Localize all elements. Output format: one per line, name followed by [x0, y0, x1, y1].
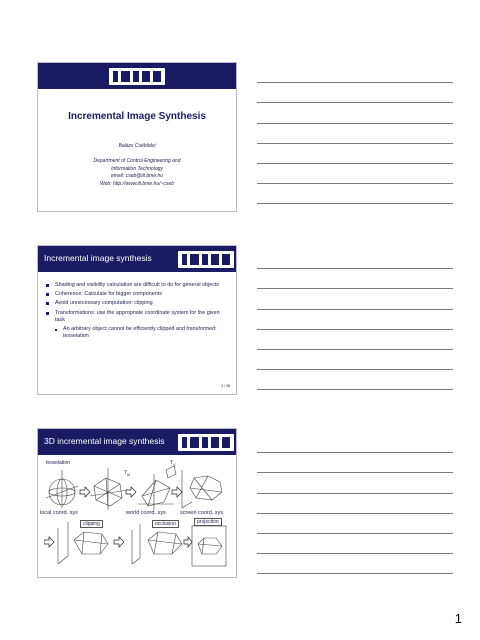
web-line: Web: http://www.iit.bme.hu/~cseb	[100, 180, 174, 187]
slide-2-thumbnail	[37, 245, 237, 395]
note-line	[257, 82, 453, 83]
email-line: email: cseb@iit.bme.hu	[110, 173, 164, 179]
world-coord-label: world coord. sys	[126, 510, 166, 516]
arrow-icon	[172, 487, 182, 497]
university-logo	[109, 68, 165, 85]
university-logo	[178, 251, 234, 268]
bullet-item: Avoid unnecessary computation: clipping	[46, 300, 226, 307]
arrow-icon	[80, 487, 90, 497]
screen-view	[182, 470, 222, 508]
slide-header-bar	[38, 429, 236, 455]
projection-view	[192, 526, 226, 566]
slide-header-bar	[38, 63, 236, 89]
note-line	[257, 288, 453, 289]
note-line	[257, 553, 453, 554]
slide-number: 2 / 38	[221, 384, 230, 388]
note-line	[257, 533, 453, 534]
note-line	[257, 349, 453, 350]
note-line	[257, 143, 453, 144]
note-line	[257, 329, 453, 330]
tesselation-label: tesselation	[46, 460, 70, 466]
arrow-icon	[184, 537, 192, 547]
arrow-icon	[114, 537, 124, 547]
author-name: Balázs Csébfalvi	[118, 143, 156, 149]
note-line	[257, 123, 453, 124]
bullet-icon	[46, 284, 49, 287]
slide-title: Incremental image synthesis	[44, 253, 152, 263]
note-line	[257, 452, 453, 453]
arrow-icon	[126, 487, 136, 497]
bullet-item: Transformations: use the appropriate coordinate system for the given task	[46, 310, 226, 324]
note-line	[257, 203, 453, 204]
bullet-item: Coherence: Calculate for bigger components	[46, 291, 226, 298]
bullet-icon	[46, 293, 49, 296]
note-line	[257, 369, 453, 370]
arrow-icon	[44, 537, 54, 547]
clipping-view	[58, 522, 108, 564]
note-line	[257, 309, 453, 310]
note-line	[257, 472, 453, 473]
clipping-label: clipping	[80, 520, 103, 528]
bullet-list	[46, 282, 226, 342]
note-line	[257, 268, 453, 269]
occlusion-label: occlusion	[152, 520, 179, 528]
note-line	[257, 389, 453, 390]
affiliation-line: Department of Control Engineering and	[93, 158, 181, 164]
note-line	[257, 102, 453, 103]
tessellated-sphere	[90, 468, 128, 510]
world-object	[138, 466, 176, 510]
bullet-icon	[46, 312, 49, 315]
pipeline-drawing	[44, 460, 230, 572]
sub-bullet-icon	[55, 329, 57, 331]
presentation-title: Incremental Image Synthesis	[68, 111, 206, 122]
university-logo	[178, 434, 234, 451]
affiliation	[38, 158, 236, 188]
note-line	[257, 513, 453, 514]
screen-coord-label: screen coord. sys	[180, 510, 224, 516]
tm-label: $T_M$	[124, 470, 130, 477]
note-line	[257, 493, 453, 494]
occlusion-view	[132, 524, 182, 564]
tv-label: $T_V$	[170, 460, 176, 467]
note-line	[257, 163, 453, 164]
affiliation-line: Information Technology	[111, 165, 163, 172]
slide-3-thumbnail	[37, 428, 237, 578]
slide-1-thumbnail	[37, 62, 237, 212]
bullet-item: Shading and visibility calculation are difficult to do for general objects	[46, 282, 226, 289]
slide-title: 3D incremental image synthesis	[44, 436, 165, 446]
note-line	[257, 573, 453, 574]
page-number: 1	[454, 611, 462, 626]
note-line	[257, 183, 453, 184]
sub-bullet-item: An arbitrary object cannot be efficiently clipped and transformed: tesselation	[46, 326, 226, 340]
bullet-icon	[46, 302, 49, 305]
sphere-object	[46, 470, 78, 508]
pipeline-diagram	[40, 460, 230, 572]
slide-header-bar	[38, 246, 236, 272]
local-coord-label: local coord. sys	[40, 510, 78, 516]
projection-label: projection	[194, 518, 222, 526]
